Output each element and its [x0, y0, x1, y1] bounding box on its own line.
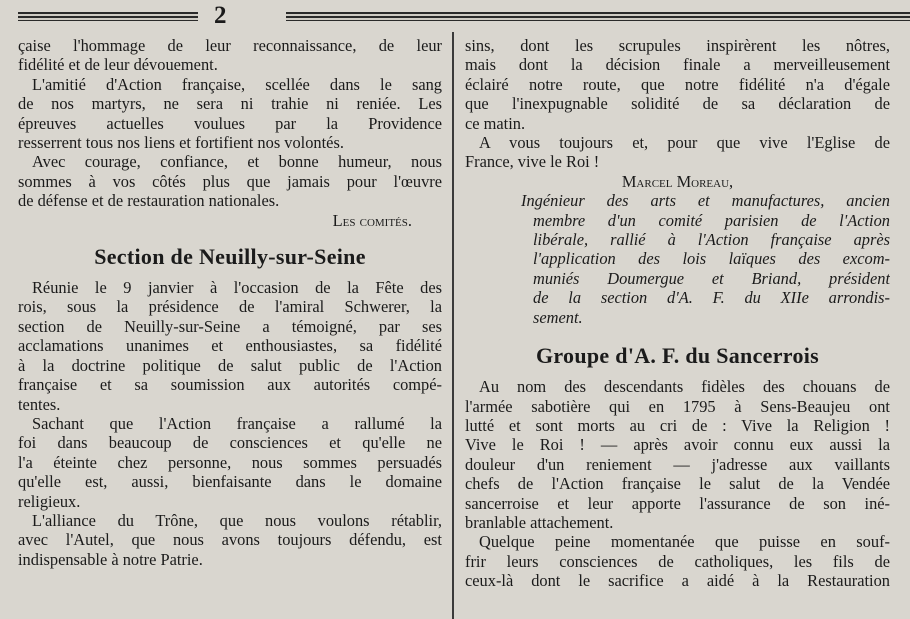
- text-line: chefs de l'Action française le salut de la Vendée: [465, 474, 890, 494]
- header-rule-left: [18, 12, 198, 21]
- section-heading-neuilly: Section de Neuilly-sur-Seine: [94, 244, 366, 270]
- text-line: Réunie le 9 janvier à l'occasion de la Fête des: [32, 278, 442, 298]
- text-line: rois, sous la présidence de l'amiral Schwerer, la: [18, 297, 442, 317]
- text-line: indispensable à notre Patrie.: [18, 549, 203, 569]
- column-divider: [452, 32, 454, 619]
- text-line: ce matin.: [465, 113, 526, 133]
- text-line: acclamations unanimes et enthousiastes, sa fidélité: [18, 336, 442, 356]
- header-rule-right: [286, 12, 910, 21]
- section-heading-sancerrois: Groupe d'A. F. du Sancerrois: [535, 343, 820, 369]
- text-line: L'amitié d'Action française, scellée dans le sang: [32, 74, 442, 94]
- right-column: [465, 36, 890, 591]
- signature-comites: Les comités.: [332, 210, 412, 230]
- text-line: Avec courage, confiance, et bonne humeur, nous: [32, 152, 442, 172]
- text-line: Quelque peine momentanée que puisse en souf-: [479, 532, 890, 552]
- text-line: de nos martyrs, ne sera ni trahie ni reniée. Les: [18, 94, 442, 114]
- text-line: resserrent tous nos liens et fortifient nos volontés.: [18, 133, 344, 153]
- page-number: 2: [214, 2, 227, 29]
- text-line: tentes.: [18, 394, 61, 414]
- text-line: fidélité et de leur dévouement.: [18, 55, 218, 75]
- text-line: L'alliance du Trône, que nous voulons rétablir,: [32, 510, 442, 530]
- text-line: frir leurs consciences de catholiques, les fils de: [465, 551, 890, 571]
- signature-title-line: muniés Doumergue et Briand, président: [533, 268, 890, 288]
- text-line: Vive le Roi ! — après avoir connu eux aussi la: [465, 435, 890, 455]
- text-line: sancerroise et leur apporte l'assurance de son iné-: [465, 493, 890, 513]
- signature-title-line: sement.: [533, 307, 583, 327]
- text-line: de défense et de restauration nationales.: [18, 191, 280, 211]
- text-line: Sachant que l'Action française a rallumé la: [32, 413, 442, 433]
- left-column: [18, 36, 442, 569]
- text-line: qu'elle est, aussi, bienfaisante dans le domaine: [18, 472, 442, 492]
- text-line: épreuves actuelles voulues par la Providence: [18, 113, 442, 133]
- text-line: France, vive le Roi !: [465, 152, 600, 172]
- text-line: çaise l'hommage de leur reconnaissance, de leur: [18, 36, 442, 55]
- page-header: [0, 4, 910, 30]
- signature-title-line: de la section d'A. F. du XIIe arrondis-: [533, 288, 890, 308]
- signature-title-line: l'application des lois laïques des excom-: [533, 249, 890, 269]
- text-line: ceux-là dont le sacrifice a aidé à la Restauration: [465, 571, 890, 591]
- text-line: sins, dont les scrupules inspirèrent les nôtres,: [465, 36, 890, 55]
- text-line: avec l'Autel, que nous avons toujours défendu, est: [18, 530, 442, 550]
- text-line: à la doctrine politique de salut public de l'Action: [18, 355, 442, 375]
- text-line: que l'inexpugnable solidité de sa déclaration de: [465, 94, 890, 114]
- text-line: l'a éteinte chez personne, nous sommes persuadés: [18, 452, 442, 472]
- text-line: mais dont la décision finale a merveilleusement: [465, 55, 890, 75]
- text-line: religieux.: [18, 491, 81, 511]
- signature-title-line: membre d'un comité parisien de l'Action: [533, 210, 890, 230]
- text-line: lutté et sont morts au cri de : Vive la Religion !: [465, 415, 890, 435]
- text-line: Au nom des descendants fidèles des chouans de: [479, 377, 890, 397]
- text-line: section de Neuilly-sur-Seine a témoigné, par ses: [18, 316, 442, 336]
- text-line: branlable attachement.: [465, 512, 614, 532]
- text-line: l'armée sabotière qui en 1795 à Sens-Beaujeu ont: [465, 396, 890, 416]
- signature-name: Marcel Moreau,: [621, 171, 734, 191]
- text-line: sommes à vos côtés plus que jamais pour l'œuvre: [18, 171, 442, 191]
- text-line: éclairé notre route, que notre fidélité n'a d'égale: [465, 74, 890, 94]
- signature-title-line: libérale, rallié à l'Action française après: [533, 230, 890, 250]
- text-line: A vous toujours et, pour que vive l'Eglise de: [479, 133, 890, 153]
- text-line: douleur d'un reniement — j'adresse aux vaillants: [465, 454, 890, 474]
- text-line: foi dans beaucoup de consciences et qu'elle ne: [18, 433, 442, 453]
- text-line: française et sa soumission aux autorités compé-: [18, 375, 442, 395]
- signature-title-line: Ingénieur des arts et manufactures, ancien: [521, 191, 890, 211]
